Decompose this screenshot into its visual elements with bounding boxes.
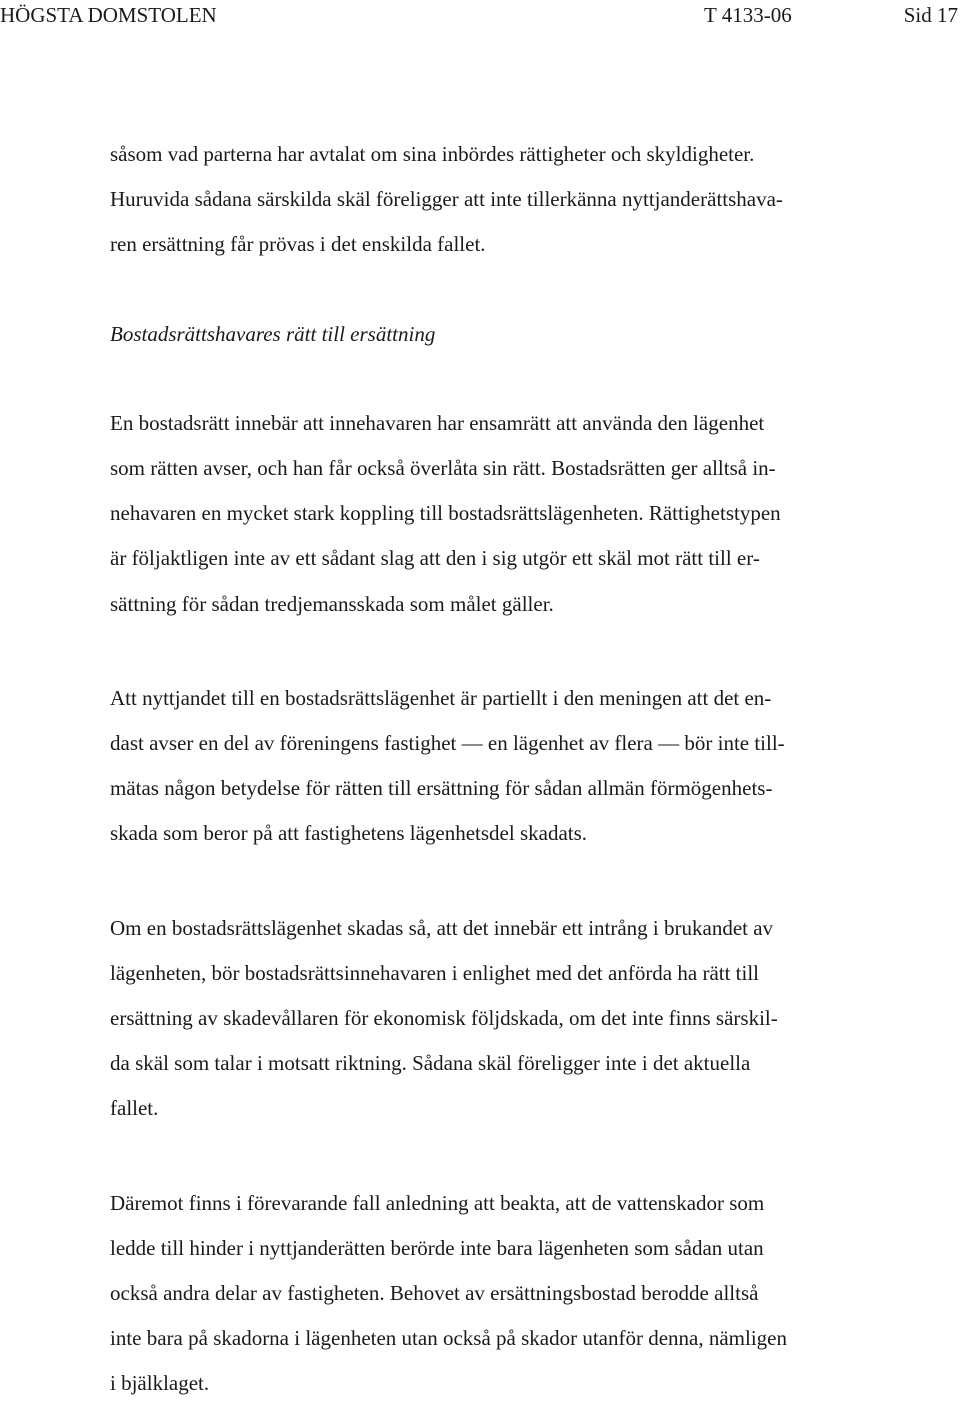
text-line: inte bara på skadorna i lägenheten utan också på skador utanför denna, nämligen [110,1326,787,1351]
text-line: Att nyttjandet till en bostadsrättslägenhet är partiellt i den meningen att det en- [110,685,772,710]
text-line: ledde till hinder i nyttjanderätten berörde inte bara lägenheten som sådan utan [110,1235,764,1260]
paragraph [110,906,940,1132]
page-header [0,0,960,30]
section-heading: Bostadsrättshavares rätt till ersättning [110,321,436,346]
text-line: En bostadsrätt innebär att innehavaren har ensamrätt att använda den lägenhet [110,410,765,435]
paragraph [110,676,940,857]
text-line: dast avser en del av föreningens fastighet — en lägenhet av flera — bör inte till- [110,731,785,756]
text-line: Huruvida sådana särskilda skäl föreligger att inte tillerkänna nyttjanderättshava- [110,187,783,212]
paragraph [110,401,940,627]
text-line: i bjälklaget. [110,1371,210,1396]
page-number: Sid 17 [903,3,958,27]
text-line: ersättning av skadevållaren för ekonomisk följdskada, om det inte finns särskil- [110,1006,778,1031]
text-line: Däremot finns i förevarande fall anledning att beakta, att de vattenskador som [110,1190,765,1215]
text-line: da skäl som talar i motsatt riktning. Sådana skäl föreligger inte i det aktuella [110,1051,751,1076]
text-line: sättning för sådan tredjemansskada som målet gäller. [110,591,554,616]
text-line: som rätten avser, och han får också överlåta sin rätt. Bostadsrätten ger alltså in- [110,456,776,481]
paragraph [110,1181,940,1407]
paragraph-continuation [110,132,940,268]
text-line: skada som beror på att fastighetens lägenhetsdel skadats. [110,821,588,846]
text-line: ren ersättning får prövas i det enskilda fallet. [110,232,486,257]
text-line: är följaktligen inte av ett sådant slag att den i sig utgör ett skäl mot rätt till er- [110,546,760,571]
text-line: lägenheten, bör bostadsrättsinnehavaren i enlighet med det anförda ha rätt till [110,960,760,985]
document-body [110,132,940,1407]
text-line: nehavaren en mycket stark koppling till bostadsrättslägenheten. Rättighetstypen [110,501,781,526]
text-line: mätas någon betydelse för rätten till ersättning för sådan allmän förmögenhets- [110,776,773,801]
text-line: såsom vad parterna har avtalat om sina inbördes rättigheter och skyldigheter. [110,142,755,166]
case-number: T 4133-06 [704,3,792,27]
court-name: HÖGSTA DOMSTOLEN [0,3,217,27]
text-line: fallet. [110,1096,159,1121]
text-line: Om en bostadsrättslägenhet skadas så, att det innebär ett intrång i brukandet av [110,915,774,940]
text-line: också andra delar av fastigheten. Behovet av ersättningsbostad berodde alltså [110,1281,759,1306]
